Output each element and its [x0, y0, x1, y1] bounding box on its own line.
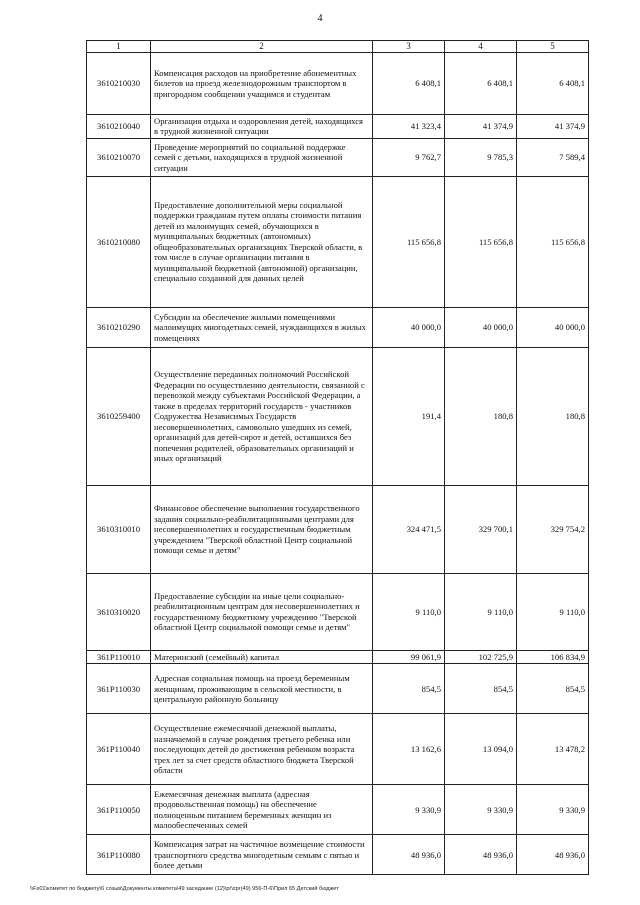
value-col4-cell: 6 408,1 — [445, 52, 517, 114]
budget-code-cell: 3610210080 — [87, 176, 151, 307]
table-row — [87, 114, 589, 138]
value-col3-cell: 9 110,0 — [373, 573, 445, 650]
budget-code-cell: 3610210040 — [87, 114, 151, 138]
description-cell: Материнский (семейный) капитал — [151, 650, 373, 663]
value-col5-cell: 106 834,9 — [517, 650, 589, 663]
table-row — [87, 664, 589, 714]
budget-code-cell: 361P110080 — [87, 835, 151, 875]
budget-code-cell: 361P110030 — [87, 664, 151, 714]
value-col3-cell: 13 162,6 — [373, 714, 445, 785]
value-col4-cell: 40 000,0 — [445, 307, 517, 347]
value-col3-cell: 99 061,9 — [373, 650, 445, 663]
value-col4-cell: 854,5 — [445, 664, 517, 714]
budget-code-cell: 361P110040 — [87, 714, 151, 785]
table-row — [87, 650, 589, 663]
value-col4-cell: 13 094,0 — [445, 714, 517, 785]
column-number: 5 — [517, 41, 589, 53]
value-col3-cell: 48 936,0 — [373, 835, 445, 875]
budget-code-cell: 3610310010 — [87, 485, 151, 573]
value-col3-cell: 40 000,0 — [373, 307, 445, 347]
table-row — [87, 573, 589, 650]
description-cell: Адресная социальная помощь на проезд беременным женщинам, проживающим в сельской местности, в центральную районную больницу — [151, 664, 373, 714]
table-row — [87, 835, 589, 875]
budget-code-cell: 3610210030 — [87, 52, 151, 114]
value-col4-cell: 9 330,9 — [445, 785, 517, 835]
value-col3-cell: 191,4 — [373, 347, 445, 485]
value-col4-cell: 9 785,3 — [445, 138, 517, 176]
description-cell: Предоставление дополнительной меры социальной поддержки гражданам путем оплаты стоимости питания детей из малоимущих семей, обучающихся в муниципальных бюджетных (автономных) общеобразовательных организациях Тверской области, в том числе в случае организации питания в муниципальной бюджетной (автономной) организации, специально созданной для данных целей — [151, 176, 373, 307]
value-col5-cell: 41 374,9 — [517, 114, 589, 138]
table-row — [87, 138, 589, 176]
description-cell: Субсидии на обеспечение жилыми помещениями малоимущих многодетных семей, нуждающихся в жилых помещениях — [151, 307, 373, 347]
budget-table — [86, 40, 589, 875]
table-row — [87, 307, 589, 347]
value-col5-cell: 329 754,2 — [517, 485, 589, 573]
value-col4-cell: 102 725,9 — [445, 650, 517, 663]
table-row — [87, 714, 589, 785]
description-cell: Компенсация расходов на приобретение абонементных билетов на проезд железнодорожным транспортом в пригородном сообщении учащимся и студентам — [151, 52, 373, 114]
description-cell: Финансовое обеспечение выполнения государственного задания социально-реабилитационными центрами для несовершеннолетних и государственным бюджетным учреждением "Тверской областной Центр социальной помощи семье и детям" — [151, 485, 373, 573]
column-number: 4 — [445, 41, 517, 53]
table-row — [87, 785, 589, 835]
description-cell: Осуществление переданных полномочий Российской Федерации по осуществлению деятельности, связанной с перевозкой между субъектами Российской Федерации, а также в пределах территорий государств - участников Содружества Независимых Государств несовершеннолетних, самовольно ушедших из семей, организаций для детей-сирот и детей, оставшихся без попечения родителей, образовательных организаций и иных организаций — [151, 347, 373, 485]
value-col4-cell: 180,8 — [445, 347, 517, 485]
column-number: 1 — [87, 41, 151, 53]
value-col3-cell: 115 656,8 — [373, 176, 445, 307]
value-col4-cell: 9 110,0 — [445, 573, 517, 650]
description-cell: Осуществление ежемесячной денежной выплаты, назначаемой в случае рождения третьего ребенка или последующих детей до достижения ребенком возраста трех лет за счет средств областного бюджета Тверской области — [151, 714, 373, 785]
value-col5-cell: 9 330,9 — [517, 785, 589, 835]
value-col4-cell: 48 936,0 — [445, 835, 517, 875]
column-number: 3 — [373, 41, 445, 53]
value-col4-cell: 115 656,8 — [445, 176, 517, 307]
description-cell: Ежемесячная денежная выплата (адресная продовольственная помощь) на обеспечение полноценным питанием беременных женщин из малообеспеченных семей — [151, 785, 373, 835]
value-col5-cell: 854,5 — [517, 664, 589, 714]
value-col5-cell: 180,8 — [517, 347, 589, 485]
file-path-footer: \\Fs01\комитет по бюджету\6 созыв\Документы комитета\49 заседание (12)\pr\zpr(49) 956-П-6\Прил 65 Детский бюджет — [30, 886, 339, 892]
value-col5-cell: 48 936,0 — [517, 835, 589, 875]
budget-code-cell: 361P110010 — [87, 650, 151, 663]
description-cell: Проведение мероприятий по социальной поддержке семей с детьми, находящихся в трудной жизненной ситуации — [151, 138, 373, 176]
value-col5-cell: 40 000,0 — [517, 307, 589, 347]
value-col5-cell: 115 656,8 — [517, 176, 589, 307]
column-number-row — [87, 41, 589, 53]
table-row — [87, 347, 589, 485]
column-number: 2 — [151, 41, 373, 53]
value-col3-cell: 324 471,5 — [373, 485, 445, 573]
value-col5-cell: 9 110,0 — [517, 573, 589, 650]
value-col3-cell: 41 323,4 — [373, 114, 445, 138]
table-row — [87, 485, 589, 573]
value-col3-cell: 9 762,7 — [373, 138, 445, 176]
value-col3-cell: 854,5 — [373, 664, 445, 714]
budget-code-cell: 3610259400 — [87, 347, 151, 485]
value-col3-cell: 6 408,1 — [373, 52, 445, 114]
budget-code-cell: 3610210290 — [87, 307, 151, 347]
value-col4-cell: 41 374,9 — [445, 114, 517, 138]
budget-code-cell: 3610210070 — [87, 138, 151, 176]
budget-code-cell: 361P110050 — [87, 785, 151, 835]
description-cell: Компенсация затрат на частичное возмещение стоимости транспортного средства многодетным семьям с пятью и более детьми — [151, 835, 373, 875]
value-col3-cell: 9 330,9 — [373, 785, 445, 835]
value-col5-cell: 6 408,1 — [517, 52, 589, 114]
table-row — [87, 176, 589, 307]
budget-code-cell: 3610310020 — [87, 573, 151, 650]
description-cell: Организация отдыха и оздоровления детей, находящихся в трудной жизненной ситуации — [151, 114, 373, 138]
page-number: 4 — [317, 13, 323, 24]
description-cell: Предоставление субсидии на иные цели социально-реабилитационным центрам для несовершеннолетних и государственному бюджетному учреждению "Тверской областной Центр социальной помощи семье и детям" — [151, 573, 373, 650]
value-col4-cell: 329 700,1 — [445, 485, 517, 573]
value-col5-cell: 7 589,4 — [517, 138, 589, 176]
value-col5-cell: 13 478,2 — [517, 714, 589, 785]
table-row — [87, 52, 589, 114]
